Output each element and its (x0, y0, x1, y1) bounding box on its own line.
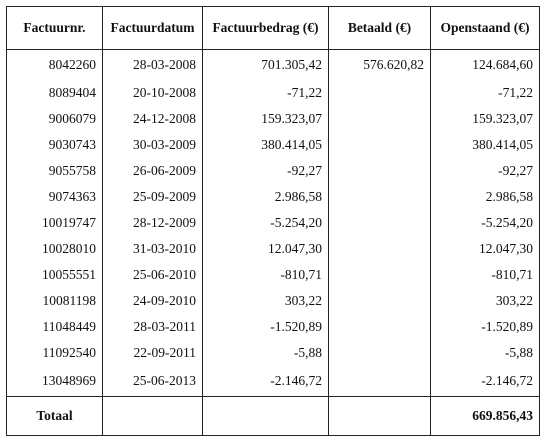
outstanding-cell: 124.684,60 (431, 50, 540, 81)
invoice-date-cell: 25-09-2009 (103, 184, 203, 210)
table-footer (7, 397, 540, 436)
invoice-amount-cell: -1.520,89 (203, 314, 329, 340)
outstanding-cell: 303,22 (431, 288, 540, 314)
invoice-date-cell: 24-12-2008 (103, 106, 203, 132)
paid-cell (329, 210, 431, 236)
table-row (7, 236, 540, 262)
invoice-number-cell: 11092540 (7, 340, 103, 366)
invoice-amount-cell: -5.254,20 (203, 210, 329, 236)
invoice-amount-cell: -71,22 (203, 80, 329, 106)
invoice-number-cell: 10028010 (7, 236, 103, 262)
invoice-amount-cell: 12.047,30 (203, 236, 329, 262)
invoice-amount-cell: -2.146,72 (203, 366, 329, 397)
outstanding-cell: 12.047,30 (431, 236, 540, 262)
invoice-amount-cell: 701.305,42 (203, 50, 329, 81)
invoice-date-cell: 28-03-2011 (103, 314, 203, 340)
invoice-amount-cell: 159.323,07 (203, 106, 329, 132)
invoice-date-cell: 26-06-2009 (103, 158, 203, 184)
table-row (7, 106, 540, 132)
header-row (7, 7, 540, 50)
invoice-date-cell: 25-06-2010 (103, 262, 203, 288)
table-row (7, 210, 540, 236)
table-body (7, 50, 540, 397)
invoice-number-cell: 13048969 (7, 366, 103, 397)
invoice-date-cell: 31-03-2010 (103, 236, 203, 262)
table-row (7, 262, 540, 288)
outstanding-cell: -1.520,89 (431, 314, 540, 340)
header-outstanding: Openstaand (€) (431, 7, 540, 50)
invoice-number-cell: 10019747 (7, 210, 103, 236)
invoice-amount-cell: -92,27 (203, 158, 329, 184)
invoice-number-cell: 8042260 (7, 50, 103, 81)
paid-cell (329, 262, 431, 288)
invoice-date-cell: 28-03-2008 (103, 50, 203, 81)
invoice-date-cell: 22-09-2011 (103, 340, 203, 366)
outstanding-cell: -71,22 (431, 80, 540, 106)
paid-cell (329, 236, 431, 262)
outstanding-cell: -2.146,72 (431, 366, 540, 397)
invoice-number-cell: 8089404 (7, 80, 103, 106)
outstanding-cell: 2.986,58 (431, 184, 540, 210)
header-invoice-date: Factuurdatum (103, 7, 203, 50)
header-invoice-number: Factuurnr. (7, 7, 103, 50)
invoice-date-cell: 30-03-2009 (103, 132, 203, 158)
paid-cell (329, 184, 431, 210)
table-row (7, 132, 540, 158)
invoice-date-cell: 24-09-2010 (103, 288, 203, 314)
total-value: 669.856,43 (431, 397, 540, 436)
table-header (7, 7, 540, 50)
paid-cell (329, 288, 431, 314)
header-paid: Betaald (€) (329, 7, 431, 50)
total-empty-cell (203, 397, 329, 436)
outstanding-cell: 159.323,07 (431, 106, 540, 132)
paid-cell (329, 80, 431, 106)
paid-cell: 576.620,82 (329, 50, 431, 81)
table-row (7, 314, 540, 340)
paid-cell (329, 106, 431, 132)
invoice-number-cell: 11048449 (7, 314, 103, 340)
invoice-number-cell: 10081198 (7, 288, 103, 314)
paid-cell (329, 158, 431, 184)
outstanding-cell: 380.414,05 (431, 132, 540, 158)
total-label: Totaal (7, 397, 103, 436)
invoice-number-cell: 9074363 (7, 184, 103, 210)
table-row (7, 80, 540, 106)
invoice-date-cell: 28-12-2009 (103, 210, 203, 236)
invoice-number-cell: 10055551 (7, 262, 103, 288)
total-row (7, 397, 540, 436)
total-empty-cell (103, 397, 203, 436)
header-invoice-amount: Factuurbedrag (€) (203, 7, 329, 50)
table-row (7, 158, 540, 184)
paid-cell (329, 366, 431, 397)
invoice-number-cell: 9055758 (7, 158, 103, 184)
table-row (7, 340, 540, 366)
table-row (7, 288, 540, 314)
invoice-amount-cell: 380.414,05 (203, 132, 329, 158)
table-row (7, 50, 540, 81)
paid-cell (329, 132, 431, 158)
outstanding-cell: -810,71 (431, 262, 540, 288)
outstanding-cell: -5,88 (431, 340, 540, 366)
invoice-table (6, 6, 540, 436)
invoice-amount-cell: -810,71 (203, 262, 329, 288)
invoice-number-cell: 9030743 (7, 132, 103, 158)
paid-cell (329, 314, 431, 340)
invoice-amount-cell: 303,22 (203, 288, 329, 314)
outstanding-cell: -5.254,20 (431, 210, 540, 236)
invoice-amount-cell: 2.986,58 (203, 184, 329, 210)
invoice-number-cell: 9006079 (7, 106, 103, 132)
outstanding-cell: -92,27 (431, 158, 540, 184)
table-row (7, 366, 540, 397)
paid-cell (329, 340, 431, 366)
table-row (7, 184, 540, 210)
invoice-amount-cell: -5,88 (203, 340, 329, 366)
invoice-date-cell: 25-06-2013 (103, 366, 203, 397)
total-empty-cell (329, 397, 431, 436)
invoice-table-container (6, 6, 539, 436)
invoice-date-cell: 20-10-2008 (103, 80, 203, 106)
